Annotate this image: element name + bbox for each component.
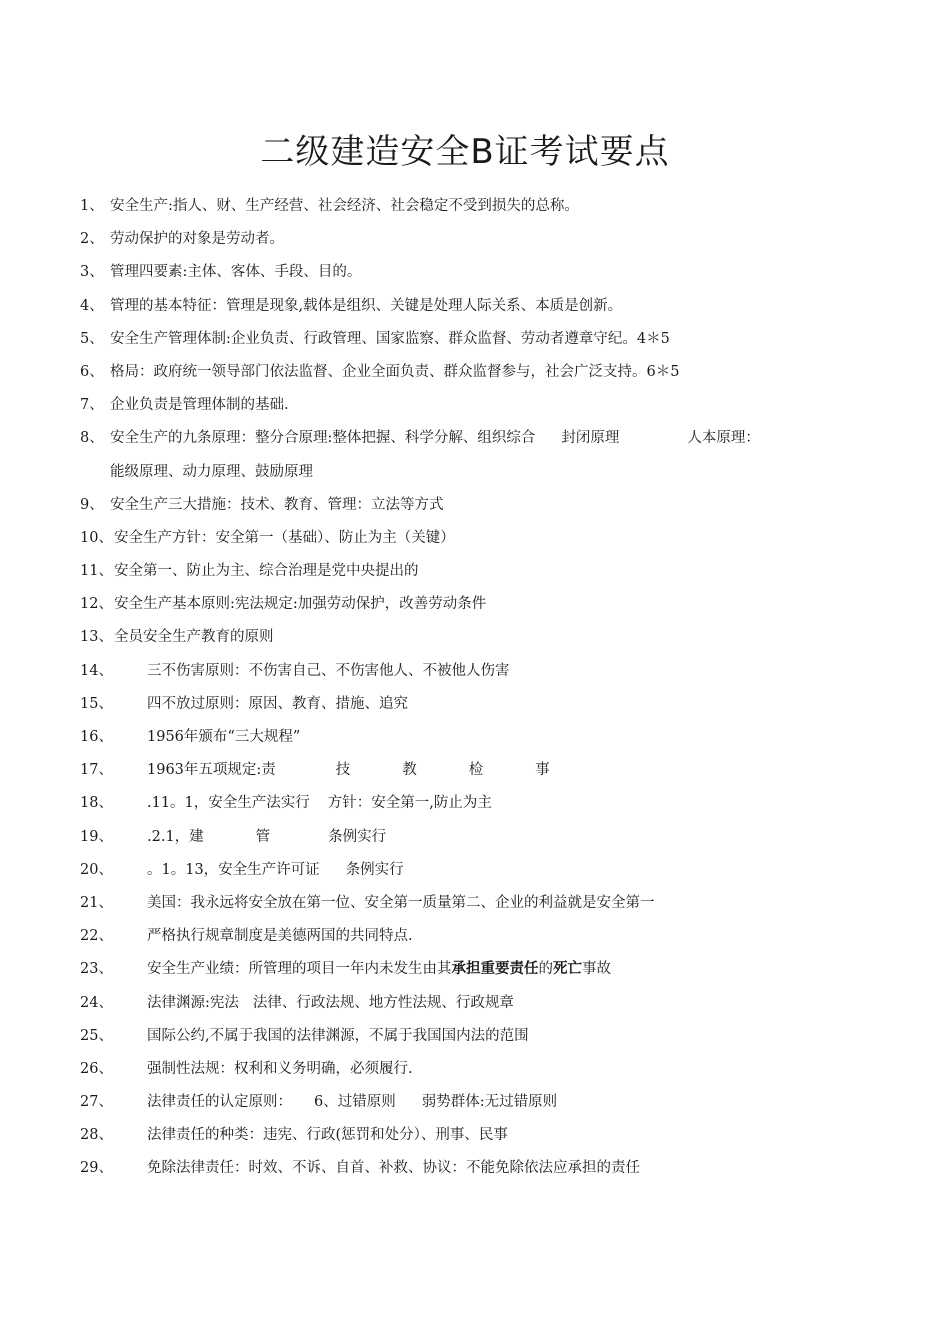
item-part-bold: 承担重要责任: [451, 960, 539, 978]
item-text: 强制性法规：权利和义务明确，必须履行.: [147, 1060, 413, 1077]
item-number: 29、: [80, 1160, 113, 1177]
item-text: 1956年颁布“三大规程”: [147, 729, 301, 746]
list-item: [80, 625, 860, 658]
item-segment: .2.1，建: [147, 828, 204, 845]
item-part: 的: [538, 961, 553, 978]
list-item: [80, 526, 860, 559]
list-item: [80, 327, 860, 360]
item-segment: 检: [468, 762, 484, 779]
item-text: [80, 526, 455, 550]
item-number: 6、: [80, 363, 104, 380]
item-number: 5、: [80, 330, 104, 347]
item-number: 12、: [80, 596, 113, 613]
item-segment: 管: [255, 828, 271, 845]
list-item: [80, 1024, 860, 1057]
item-number: 2、: [80, 231, 104, 248]
list-item: [80, 891, 860, 924]
item-continuation: 能级原理、动力原理、鼓励原理: [110, 463, 313, 480]
item-text: [110, 426, 760, 450]
item-number: 18、: [80, 795, 113, 812]
list-item: [80, 426, 860, 492]
item-number: 20、: [80, 861, 113, 878]
list-item: [80, 493, 860, 526]
page-title: 二级建造安全B证考试要点: [260, 132, 670, 172]
item-part-bold: 死亡: [553, 960, 582, 978]
item-text: 法律责任的种类：违宪、行政(惩罚和处分）、刑事、民事: [147, 1127, 508, 1144]
item-text: 国际公约,不属于我国的法律渊源，不属于我国国内法的范围: [147, 1027, 529, 1044]
item-text: 美国：我永远将安全放在第一位、安全第一质量第二、企业的利益就是安全第一: [147, 894, 655, 911]
item-number: 23、: [80, 961, 113, 978]
item-segment: 方针：安全第一,防止为主: [327, 795, 492, 812]
item-number: 26、: [80, 1060, 113, 1077]
item-number: 7、: [80, 397, 104, 414]
item-number: 22、: [80, 928, 113, 945]
item-text: 四不放过原则：原因、教育、措施、追究: [147, 695, 408, 712]
item-number: 14、: [80, 662, 113, 679]
list-item: [80, 692, 860, 725]
item-segment: 封闭原理: [561, 430, 620, 447]
list-item: [80, 825, 860, 858]
item-text: 免除法律责任：时效、不诉、自首、补救、协议：不能免除依法应承担的责任: [147, 1160, 640, 1177]
list-item: [80, 227, 860, 260]
item-text: 管理四要素:主体、客体、手段、目的。: [110, 264, 362, 281]
list-item: [80, 592, 860, 625]
item-segment: 法律、行政法规、地方性法规、行政规章: [252, 994, 514, 1011]
item-segment: 法律责任的认定原则：: [147, 1094, 292, 1111]
item-number: 4、: [80, 297, 104, 314]
item-text: 安全生产管理体制:企业负责、行政管理、国家监察、群众监督、劳动者遵章守纪。4＊5: [110, 330, 670, 347]
item-segment: 安全生产的九条原理：整分合原理:整体把握、科学分解、组织综合: [110, 430, 536, 447]
item-segment: 1963年五项规定:责: [147, 762, 276, 779]
item-part: 事故: [582, 961, 611, 978]
item-number: 15、: [80, 695, 113, 712]
item-text: [147, 758, 550, 782]
item-number: 9、: [80, 496, 104, 513]
item-number: 3、: [80, 264, 104, 281]
item-text: 格局：政府统一领导部门依法监督、企业全面负责、群众监督参与，社会广泛支持。6＊5: [110, 363, 680, 380]
item-text: [147, 825, 386, 849]
item-number: 27、: [80, 1094, 113, 1111]
item-segment: 人本原理：: [687, 430, 760, 447]
item-text: [147, 858, 404, 882]
list-item: [80, 194, 860, 227]
list-item: [80, 1090, 860, 1123]
item-text: [147, 991, 514, 1015]
list-item: [80, 260, 860, 293]
item-number: 1、: [80, 198, 104, 214]
item-number: 19、: [80, 828, 113, 845]
item-number: 16、: [80, 729, 113, 746]
list-item: [80, 858, 860, 891]
item-text: [147, 957, 611, 981]
item-text: 劳动保护的对象是劳动者。: [110, 231, 284, 248]
list-item: [80, 957, 860, 990]
item-number: 10、: [80, 529, 113, 546]
item-segment: 教: [402, 762, 417, 779]
item-segment: 。1。13，安全生产许可证: [147, 861, 320, 878]
list-item: [80, 1156, 860, 1189]
item-text: 企业负责是管理体制的基础.: [110, 397, 289, 414]
list-item: [80, 791, 860, 824]
item-segment: 条例实行: [345, 861, 404, 878]
item-number: 24、: [80, 994, 113, 1011]
list-item: [80, 924, 860, 957]
item-text: 安全第一、防止为主、综合治理是党中央提出的: [114, 563, 419, 580]
list-item: [80, 559, 860, 592]
item-part: 安全生产业绩：所管理的项目一年内未发生由其: [147, 961, 452, 978]
item-number: 8、: [80, 430, 104, 447]
item-text: 三不伤害原则：不伤害自己、不伤害他人、不被他人伤害: [147, 662, 510, 679]
item-segment: 技: [335, 762, 351, 779]
list-item: [80, 725, 860, 758]
item-segment: 条例实行: [328, 828, 387, 845]
item-text: 管理的基本特征：管理是现象,载体是组织、关键是处理人际关系、本质是创新。: [110, 297, 623, 314]
item-text: 安全生产三大措施：技术、教育、管理：立法等方式: [110, 496, 444, 513]
item-segment: .11。1，安全生产法实行: [147, 795, 310, 812]
item-number: 11、: [80, 563, 113, 580]
item-segment: 事: [535, 762, 550, 779]
list-item: [80, 1123, 860, 1156]
item-text: 全员安全生产教育的原则: [114, 629, 274, 646]
item-text: 安全生产:指人、财、生产经营、社会经济、社会稳定不受到损失的总称。: [110, 198, 579, 214]
item-number: 17、: [80, 762, 113, 779]
list-item: [80, 758, 860, 791]
item-text: [147, 791, 492, 815]
list-item: [80, 360, 860, 393]
list-item: [80, 659, 860, 692]
item-text-content: 安全生产方针：安全第一（基础）、防止为主（关键）: [114, 529, 455, 546]
item-segment: 6、过错原则: [314, 1094, 396, 1111]
item-number: 28、: [80, 1127, 113, 1144]
key-points-list: [80, 194, 860, 1190]
list-item: [80, 393, 860, 426]
list-item: [80, 294, 860, 327]
item-text: [147, 1090, 557, 1114]
item-segment: 弱势群体:无过错原则: [421, 1094, 558, 1111]
item-text: 严格执行规章制度是美德两国的共同特点.: [147, 928, 413, 945]
item-number: 21、: [80, 894, 113, 911]
item-text: 安全生产基本原则:宪法规定:加强劳动保护，改善劳动条件: [114, 596, 487, 613]
item-number: 13、: [80, 629, 113, 646]
list-item: [80, 991, 860, 1024]
item-segment: 法律渊源:宪法: [147, 994, 239, 1011]
list-item: [80, 1057, 860, 1090]
item-number: 25、: [80, 1027, 113, 1044]
